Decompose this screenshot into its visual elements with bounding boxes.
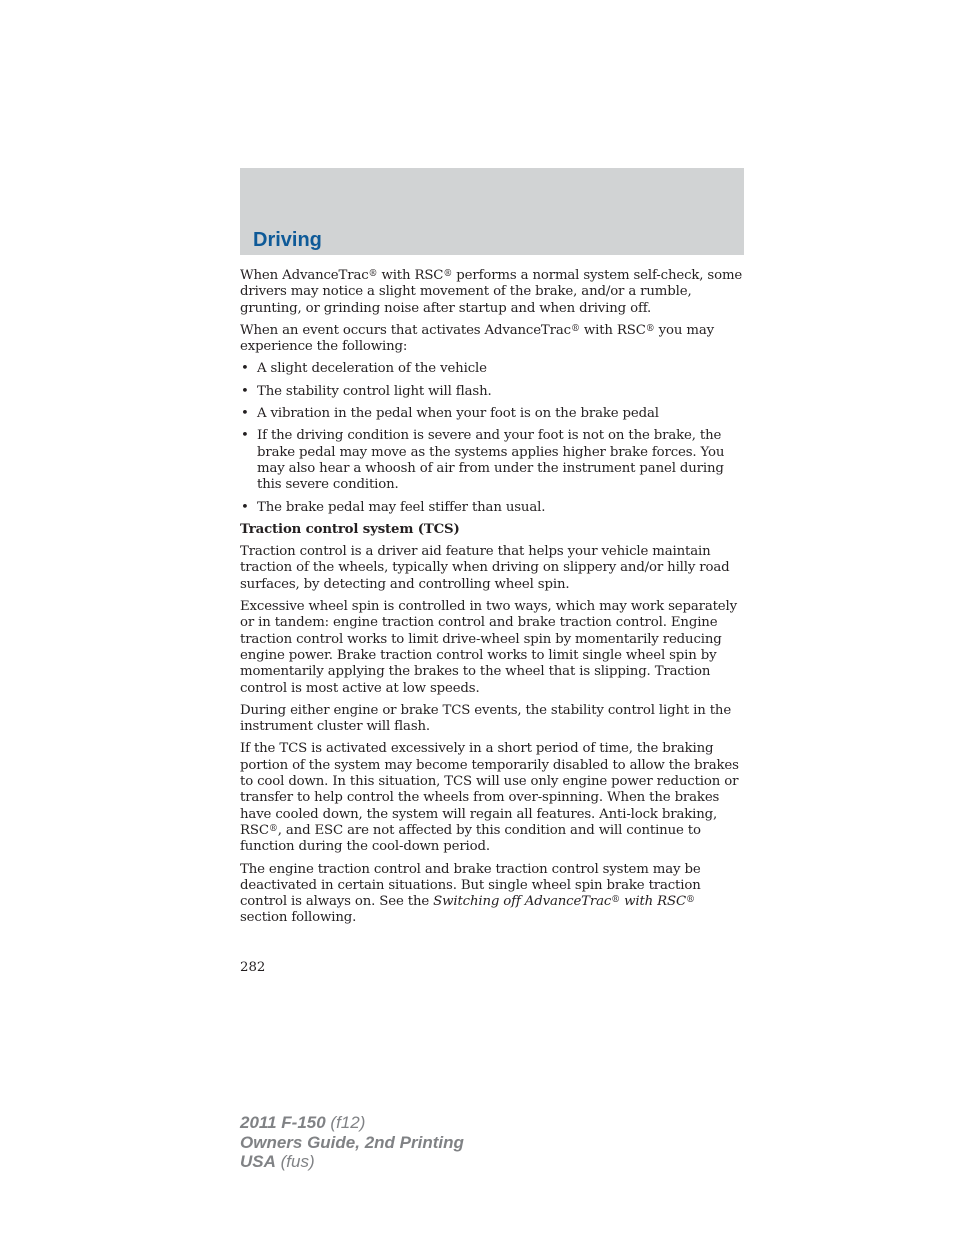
cross-reference-link[interactable]: Switching off AdvanceTrac® with RSC®: [433, 894, 695, 910]
list-item: • The stability control light will flash.: [241, 383, 492, 399]
paragraph-wheel-spin: Excessive wheel spin is controlled in two ways, which may work separately or in tandem: engine traction control and brake traction control. Engine traction control works to limit drive-wheel spin by momentarily reducing engine power. Brake traction control works to limit single wheel spin by momentarily applying the brakes to the wheel that is slipping. Traction control is most active at low speeds.: [240, 599, 737, 696]
paragraph-self-check: When AdvanceTrac® with RSC® performs a normal system self-check, some drivers may notice a slight movement of the brake, and/or a rumble, grunting, or grinding noise after startup and when driving off.: [240, 268, 743, 316]
subsection-heading-tcs: Traction control system (TCS): [240, 521, 460, 537]
bullet-icon: •: [241, 428, 249, 444]
paragraph-tcs-events: During either engine or brake TCS events, the stability control light in the instrument cluster will flash.: [240, 702, 732, 735]
list-item: • If the driving condition is severe and your foot is not on the brake, the brake pedal may move as the systems applies higher brake forces. You may also hear a whoosh of air from under the instrument panel during this severe condition.: [241, 428, 725, 493]
page-number: 282: [240, 960, 266, 975]
footer-model-line: 2011 F-150 (f12): [240, 1113, 366, 1132]
paragraph-tcs-deactivation: The engine traction control and brake traction control system may be deactivated in certain situations. But single wheel spin brake traction control is always on. See the Switching off AdvanceTrac® with RSC® section following.: [240, 861, 701, 926]
page-content: [240, 268, 746, 933]
list-item: • A vibration in the pedal when your foot is on the brake pedal: [241, 406, 659, 422]
paragraph-tcs-intro: Traction control is a driver aid feature that helps your vehicle maintain traction of the wheels, typically when driving on slippery and/or hilly road surfaces, by detecting and controlling wheel spin.: [240, 544, 730, 592]
list-item: • A slight deceleration of the vehicle: [241, 361, 487, 377]
bullet-icon: •: [241, 406, 249, 422]
paragraph-event: When an event occurs that activates AdvanceTrac® with RSC® you may experience the following:: [240, 322, 714, 355]
bullet-icon: •: [241, 499, 249, 515]
bullet-icon: •: [241, 361, 249, 377]
paragraph-tcs-excessive: If the TCS is activated excessively in a short period of time, the braking portion of the system may become temporarily disabled to allow the brakes to cool down. In this situation, TCS will use only engine power reduction or transfer to help control the wheels from over-spinning. When the brakes have cooled down, the system will regain all features. Anti-lock braking, RSC®, and ESC are not affected by this condition and will continue to function during the cool-down period.: [240, 741, 739, 855]
footer-region-line: USA (fus): [240, 1152, 315, 1171]
list-item: • The brake pedal may feel stiffer than usual.: [241, 499, 546, 515]
document-footer: [240, 1113, 464, 1172]
section-title: Driving: [253, 229, 322, 251]
section-header-band: [240, 168, 744, 255]
experience-list: [240, 361, 746, 515]
bullet-icon: •: [241, 383, 249, 399]
footer-guide-line: Owners Guide, 2nd Printing: [240, 1132, 464, 1152]
